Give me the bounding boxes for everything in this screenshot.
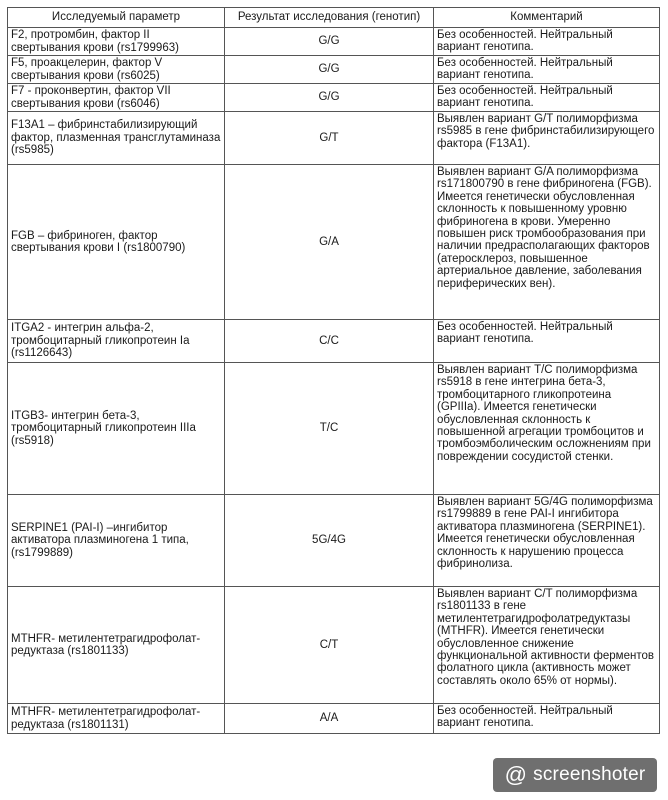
header-parameter: Исследуемый параметр <box>8 8 225 28</box>
watermark-text: screenshoter <box>533 764 646 785</box>
comment-cell: Выявлен вариант G/T полиморфизма rs5985 в гене фибринстабилизирующего фактора (F13A1). <box>434 112 660 165</box>
table-row <box>8 704 660 734</box>
genotype-cell: G/A <box>225 165 434 320</box>
genetic-results-table <box>7 7 660 734</box>
comment-cell: Без особенностей. Нейтральный вариант генотипа. <box>434 56 660 84</box>
header-genotype: Результат исследования (генотип) <box>225 8 434 28</box>
parameter-cell: F7 - проконвертин, фактор VII свертывания крови (rs6046) <box>8 84 225 112</box>
table-row <box>8 84 660 112</box>
table-row <box>8 56 660 84</box>
table-row <box>8 112 660 165</box>
parameter-cell: F5, проакцелерин, фактор V свертывания крови (rs6025) <box>8 56 225 84</box>
genotype-cell: 5G/4G <box>225 495 434 587</box>
genotype-cell: G/G <box>225 84 434 112</box>
comment-cell: Без особенностей. Нейтральный вариант генотипа. <box>434 84 660 112</box>
parameter-cell: ITGA2 - интегрин альфа-2, тромбоцитарный гликопротеин Ia (rs1126643) <box>8 320 225 363</box>
genotype-cell: T/C <box>225 363 434 495</box>
genotype-cell: C/C <box>225 320 434 363</box>
table-row <box>8 28 660 56</box>
genotype-cell: A/A <box>225 704 434 734</box>
table-row <box>8 165 660 320</box>
genotype-cell: G/G <box>225 28 434 56</box>
parameter-cell: FGB – фибриноген, фактор свертывания крови I (rs1800790) <box>8 165 225 320</box>
comment-cell: Выявлен вариант C/T полиморфизма rs1801133 в гене метилентетрагидрофолатредуктазы (MTHFR). Имеется генетически обусловленное снижение функциональной активности ферментов фолатного цикла (активность может составлять около 65% от нормы). <box>434 587 660 704</box>
header-comment: Комментарий <box>434 8 660 28</box>
screenshoter-logo-icon: @ <box>504 762 528 787</box>
genotype-cell: G/G <box>225 56 434 84</box>
comment-cell: Выявлен вариант G/A полиморфизма rs171800790 в гене фибриногена (FGB). Имеется генетически обусловленная склонность к повышенному уровню фибриногена в крови. Умеренно повышен риск тромбообразования при наличии предрасполагающих факторов (атеросклероз, повышенное артериальное давление, заболевания периферических вен). <box>434 165 660 320</box>
genotype-cell: C/T <box>225 587 434 704</box>
table-row <box>8 495 660 587</box>
comment-cell: Без особенностей. Нейтральный вариант генотипа. <box>434 28 660 56</box>
comment-cell: Выявлен вариант T/C полиморфизма rs5918 в гене интегрина бета-3, тромбоцитарного гликопротеина (GPIIIa). Имеется генетически обусловленная склонность к повышенной агрегации тромбоцитов и тромбоэмболическим осложнениям при повреждении сосудистой стенки. <box>434 363 660 495</box>
table-row <box>8 587 660 704</box>
comment-cell: Без особенностей. Нейтральный вариант генотипа. <box>434 704 660 734</box>
parameter-cell: SERPINE1 (PAI-I) –ингибитор активатора плазминогена 1 типа, (rs1799889) <box>8 495 225 587</box>
screenshoter-watermark <box>493 758 657 792</box>
comment-cell: Выявлен вариант 5G/4G полиморфизма rs1799889 в гене PAI-I ингибитора активатора плазминогена (SERPINE1). Имеется генетически обусловленная склонность к нарушению процесса фибринолиза. <box>434 495 660 587</box>
parameter-cell: F13A1 – фибринстабилизирующий фактор, плазменная трансглутаминаза (rs5985) <box>8 112 225 165</box>
table-row <box>8 363 660 495</box>
parameter-cell: MTHFR- метилентетрагидрофолат-редуктаза (rs1801133) <box>8 587 225 704</box>
parameter-cell: MTHFR- метилентетрагидрофолат-редуктаза (rs1801131) <box>8 704 225 734</box>
comment-cell: Без особенностей. Нейтральный вариант генотипа. <box>434 320 660 363</box>
table-row <box>8 320 660 363</box>
parameter-cell: F2, протромбин, фактор II свертывания крови (rs1799963) <box>8 28 225 56</box>
genotype-cell: G/T <box>225 112 434 165</box>
parameter-cell: ITGB3- интегрин бета-3, тромбоцитарный гликопротеин IIIa (rs5918) <box>8 363 225 495</box>
table-header-row <box>8 8 660 28</box>
